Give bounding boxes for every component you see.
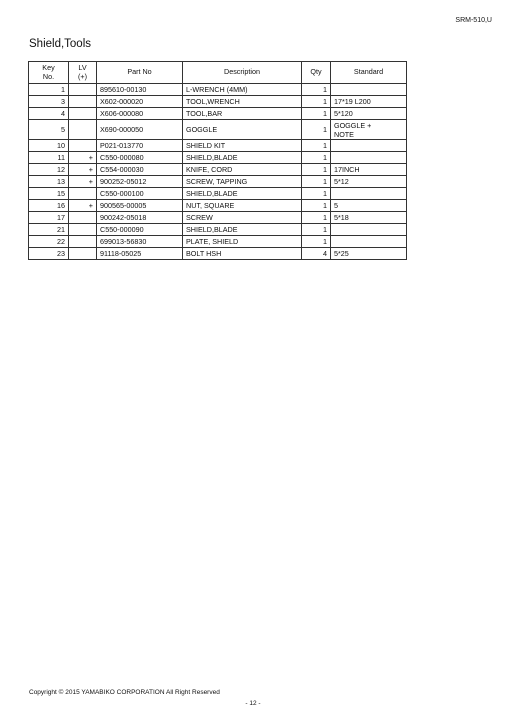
description-cell: TOOL,WRENCH: [183, 96, 302, 108]
standard-cell: 5*120: [331, 108, 407, 120]
standard-cell: 5: [331, 200, 407, 212]
qty-cell: 1: [302, 212, 331, 224]
qty-cell: 1: [302, 236, 331, 248]
header-key-no: Key No.: [29, 62, 69, 84]
header-standard: Standard: [331, 62, 407, 84]
description-cell: GOGGLE: [183, 120, 302, 140]
key-cell: 21: [29, 224, 69, 236]
description-cell: PLATE, SHIELD: [183, 236, 302, 248]
lv-cell: [69, 96, 97, 108]
part-no-cell: P021-013770: [97, 140, 183, 152]
key-cell: 4: [29, 108, 69, 120]
part-no-cell: X606-000080: [97, 108, 183, 120]
description-cell: SHIELD KIT: [183, 140, 302, 152]
part-no-cell: X602-000020: [97, 96, 183, 108]
qty-cell: 1: [302, 108, 331, 120]
lv-cell: [69, 120, 97, 140]
standard-cell: 5*25: [331, 248, 407, 260]
qty-cell: 1: [302, 140, 331, 152]
table-row: [29, 212, 407, 224]
part-no-cell: 900252-05012: [97, 176, 183, 188]
part-no-cell: X690-000050: [97, 120, 183, 140]
key-cell: 22: [29, 236, 69, 248]
lv-cell: +: [69, 152, 97, 164]
key-cell: 23: [29, 248, 69, 260]
section-title: Shield,Tools: [29, 38, 92, 50]
lv-cell: [69, 236, 97, 248]
lv-cell: [69, 188, 97, 200]
qty-cell: 1: [302, 224, 331, 236]
part-no-cell: C550-000080: [97, 152, 183, 164]
standard-cell: [331, 236, 407, 248]
description-cell: TOOL,BAR: [183, 108, 302, 120]
standard-cell: [331, 224, 407, 236]
key-cell: 12: [29, 164, 69, 176]
part-no-cell: 91118-05025: [97, 248, 183, 260]
table-row: [29, 200, 407, 212]
lv-cell: +: [69, 164, 97, 176]
header-part-no: Part No: [97, 62, 183, 84]
table-row: [29, 164, 407, 176]
part-no-cell: C554-000030: [97, 164, 183, 176]
part-no-cell: 900242-05018: [97, 212, 183, 224]
description-cell: SHIELD,BLADE: [183, 188, 302, 200]
qty-cell: 4: [302, 248, 331, 260]
table-row: [29, 96, 407, 108]
table-row: [29, 236, 407, 248]
lv-cell: +: [69, 200, 97, 212]
standard-cell: 5*12: [331, 176, 407, 188]
table-row: [29, 248, 407, 260]
part-no-cell: C550-000100: [97, 188, 183, 200]
key-cell: 5: [29, 120, 69, 140]
standard-cell: [331, 188, 407, 200]
standard-cell: [331, 152, 407, 164]
lv-cell: [69, 248, 97, 260]
description-cell: SHIELD,BLADE: [183, 224, 302, 236]
standard-cell: [331, 140, 407, 152]
description-cell: SCREW: [183, 212, 302, 224]
header-lv: LV (+): [69, 62, 97, 84]
qty-cell: 1: [302, 84, 331, 96]
table-row: [29, 140, 407, 152]
lv-cell: [69, 108, 97, 120]
table-header-row: [29, 62, 407, 84]
key-cell: 17: [29, 212, 69, 224]
description-cell: BOLT HSH: [183, 248, 302, 260]
qty-cell: 1: [302, 188, 331, 200]
key-cell: 11: [29, 152, 69, 164]
description-cell: NUT, SQUARE: [183, 200, 302, 212]
qty-cell: 1: [302, 200, 331, 212]
description-cell: SHIELD,BLADE: [183, 152, 302, 164]
key-cell: 10: [29, 140, 69, 152]
standard-cell: 17*19 L200: [331, 96, 407, 108]
table-row: [29, 176, 407, 188]
table-row: [29, 224, 407, 236]
lv-cell: +: [69, 176, 97, 188]
lv-cell: [69, 84, 97, 96]
part-no-cell: 900565-00005: [97, 200, 183, 212]
qty-cell: 1: [302, 96, 331, 108]
qty-cell: 1: [302, 152, 331, 164]
header-description: Description: [183, 62, 302, 84]
table-row: [29, 84, 407, 96]
model-code: SRM-510,U: [455, 17, 492, 24]
lv-cell: [69, 212, 97, 224]
description-cell: L-WRENCH (4MM): [183, 84, 302, 96]
key-cell: 13: [29, 176, 69, 188]
lv-cell: [69, 224, 97, 236]
description-cell: SCREW, TAPPING: [183, 176, 302, 188]
standard-cell: [331, 84, 407, 96]
table-row: [29, 152, 407, 164]
key-cell: 16: [29, 200, 69, 212]
qty-cell: 1: [302, 176, 331, 188]
qty-cell: 1: [302, 120, 331, 140]
page-number: - 12 -: [245, 700, 261, 707]
standard-cell: 17INCH: [331, 164, 407, 176]
standard-cell: GOGGLE + NOTE: [331, 120, 407, 140]
standard-cell: 5*18: [331, 212, 407, 224]
table-body: [29, 84, 407, 260]
lv-cell: [69, 140, 97, 152]
description-cell: KNIFE, CORD: [183, 164, 302, 176]
qty-cell: 1: [302, 164, 331, 176]
key-cell: 3: [29, 96, 69, 108]
table-row: [29, 188, 407, 200]
table-row: [29, 108, 407, 120]
key-cell: 1: [29, 84, 69, 96]
table-row: [29, 120, 407, 140]
part-no-cell: 699013-56830: [97, 236, 183, 248]
copyright-notice: Copyright © 2015 YAMABIKO CORPORATION All Right Reserved: [29, 689, 220, 696]
part-no-cell: C550-000090: [97, 224, 183, 236]
part-no-cell: 895610-00130: [97, 84, 183, 96]
key-cell: 15: [29, 188, 69, 200]
header-qty: Qty: [302, 62, 331, 84]
parts-table: [28, 61, 407, 260]
